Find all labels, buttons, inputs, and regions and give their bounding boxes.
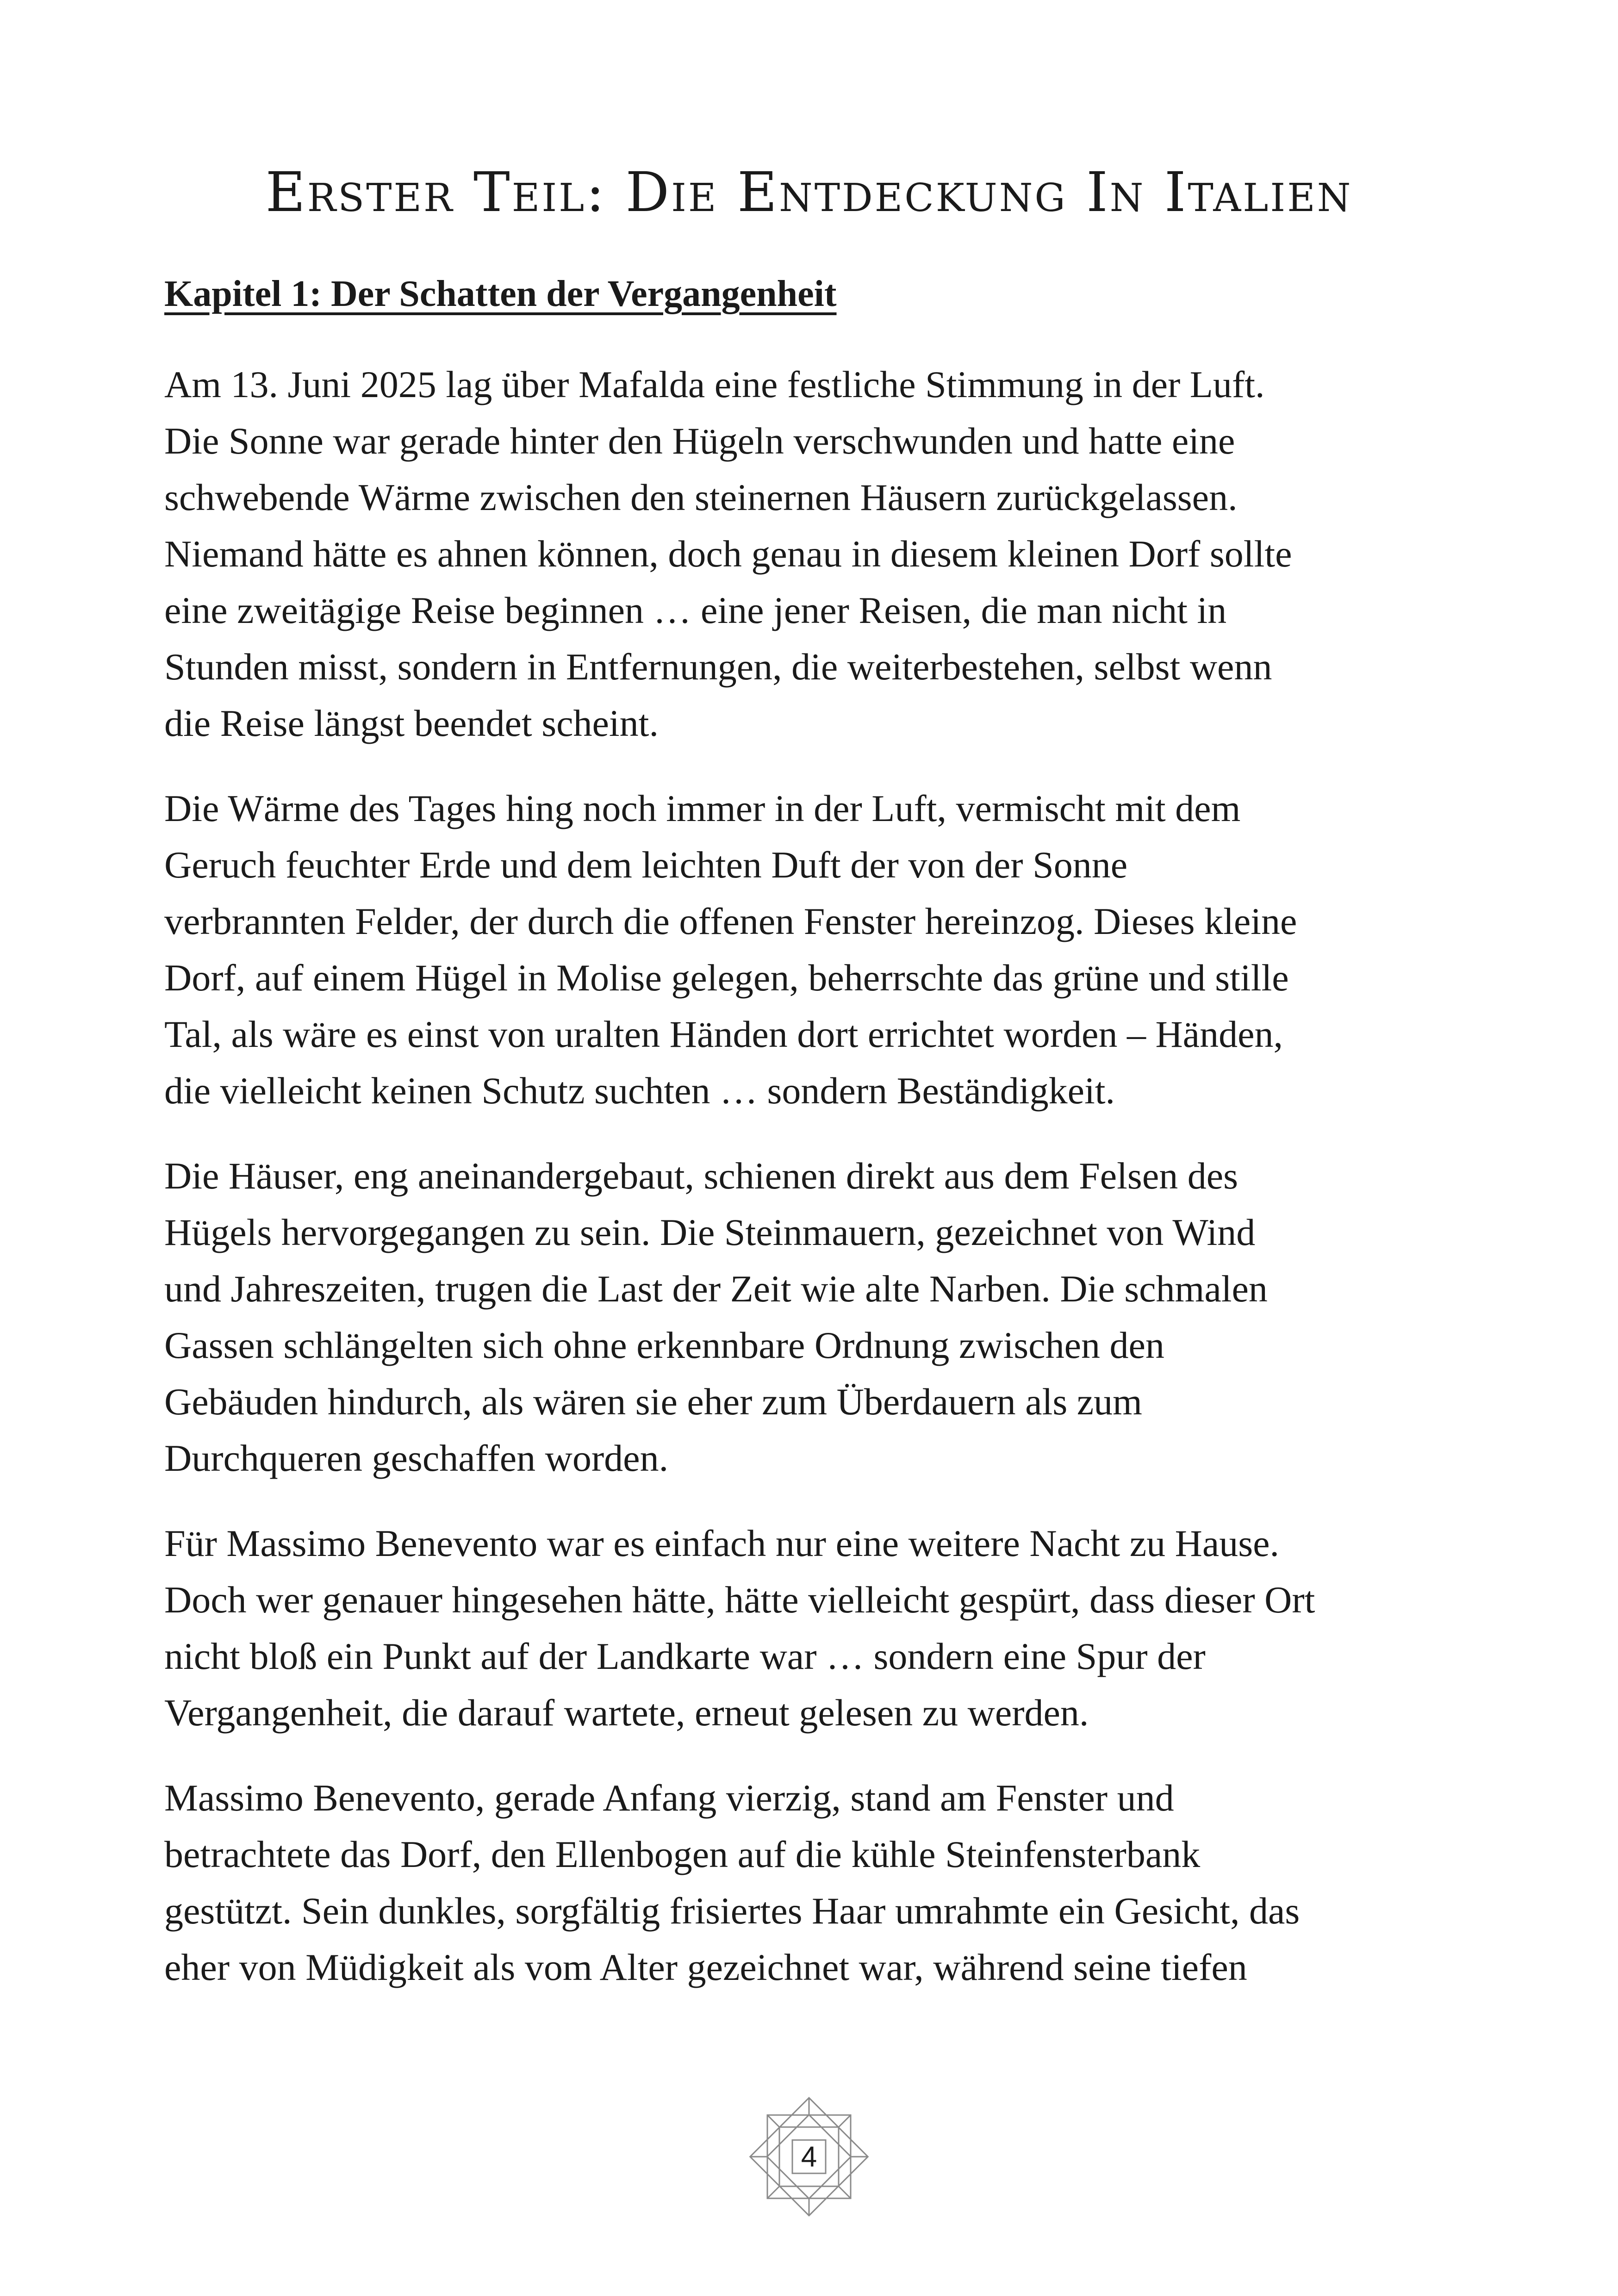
paragraph-2 [164,780,1465,1119]
text-line: Die Sonne war gerade hinter den Hügeln verschwunden und hatte eine [164,420,1235,462]
text-line: eine zweitägige Reise beginnen … eine jener Reisen, die man nicht in [164,589,1227,631]
text-line: eher von Müdigkeit als vom Alter gezeichnet war, während seine tiefen [164,1946,1247,1988]
paragraph-1 [164,356,1465,752]
text-line: schwebende Wärme zwischen den steinernen Häusern zurückgelassen. [164,476,1238,518]
text-line: und Jahreszeiten, trugen die Last der Zeit wie alte Narben. Die schmalen [164,1268,1268,1310]
text-line: Die Wärme des Tages hing noch immer in der Luft, vermischt mit dem [164,787,1241,829]
part-title: Erster Teil: Die Entdeckung In Italien [265,160,1353,224]
text-line: Am 13. Juni 2025 lag über Mafalda eine festliche Stimmung in der Luft. [164,363,1265,405]
text-line: Stunden misst, sondern in Entfernungen, die weiterbestehen, selbst wenn [164,646,1272,688]
text-line: die vielleicht keinen Schutz suchten … sondern Beständigkeit. [164,1070,1115,1112]
text-line: Dorf, auf einem Hügel in Molise gelegen, beherrschte das grüne und stille [164,957,1289,999]
paragraph-4 [164,1515,1465,1741]
text-line: Die Häuser, eng aneinandergebaut, schienen direkt aus dem Felsen des [164,1155,1238,1197]
text-line: Massimo Benevento, gerade Anfang vierzig, stand am Fenster und [164,1777,1174,1819]
text-line: Durchqueren geschaffen worden. [164,1437,669,1479]
text-line: Geruch feuchter Erde und dem leichten Duft der von der Sonne [164,844,1128,886]
text-line: Gebäuden hindurch, als wären sie eher zum Überdauern als zum [164,1381,1142,1423]
page-number: 4 [801,2140,817,2173]
chapter-title: Kapitel 1: Der Schatten der Vergangenheit [164,274,837,314]
text-line: betrachtete das Dorf, den Ellenbogen auf die kühle Steinfensterbank [164,1833,1201,1875]
text-line: Hügels hervorgegangen zu sein. Die Steinmauern, gezeichnet von Wind [164,1211,1256,1253]
text-line: Doch wer genauer hingesehen hätte, hätte vielleicht gespürt, dass dieser Ort [164,1579,1315,1621]
body-text [164,356,1465,2024]
text-line: die Reise längst beendet scheint. [164,702,659,744]
text-line: verbrannten Felder, der durch die offenen Fenster hereinzog. Dieses kleine [164,900,1297,942]
text-line: Für Massimo Benevento war es einfach nur eine weitere Nacht zu Hause. [164,1522,1280,1564]
text-line: Tal, als wäre es einst von uralten Händen dort errichtet worden – Händen, [164,1013,1283,1055]
text-line: Niemand hätte es ahnen können, doch genau in diesem kleinen Dorf sollte [164,533,1292,575]
text-line: nicht bloß ein Punkt auf der Landkarte war … sondern eine Spur der [164,1635,1206,1677]
paragraph-5 [164,1770,1465,1996]
text-line: Gassen schlängelten sich ohne erkennbare Ordnung zwischen den [164,1324,1164,1366]
paragraph-3 [164,1148,1465,1487]
text-line: gestützt. Sein dunkles, sorgfältig frisiertes Haar umrahmte ein Gesicht, das [164,1890,1300,1932]
text-line: Vergangenheit, die darauf wartete, erneut gelesen zu werden. [164,1692,1089,1734]
